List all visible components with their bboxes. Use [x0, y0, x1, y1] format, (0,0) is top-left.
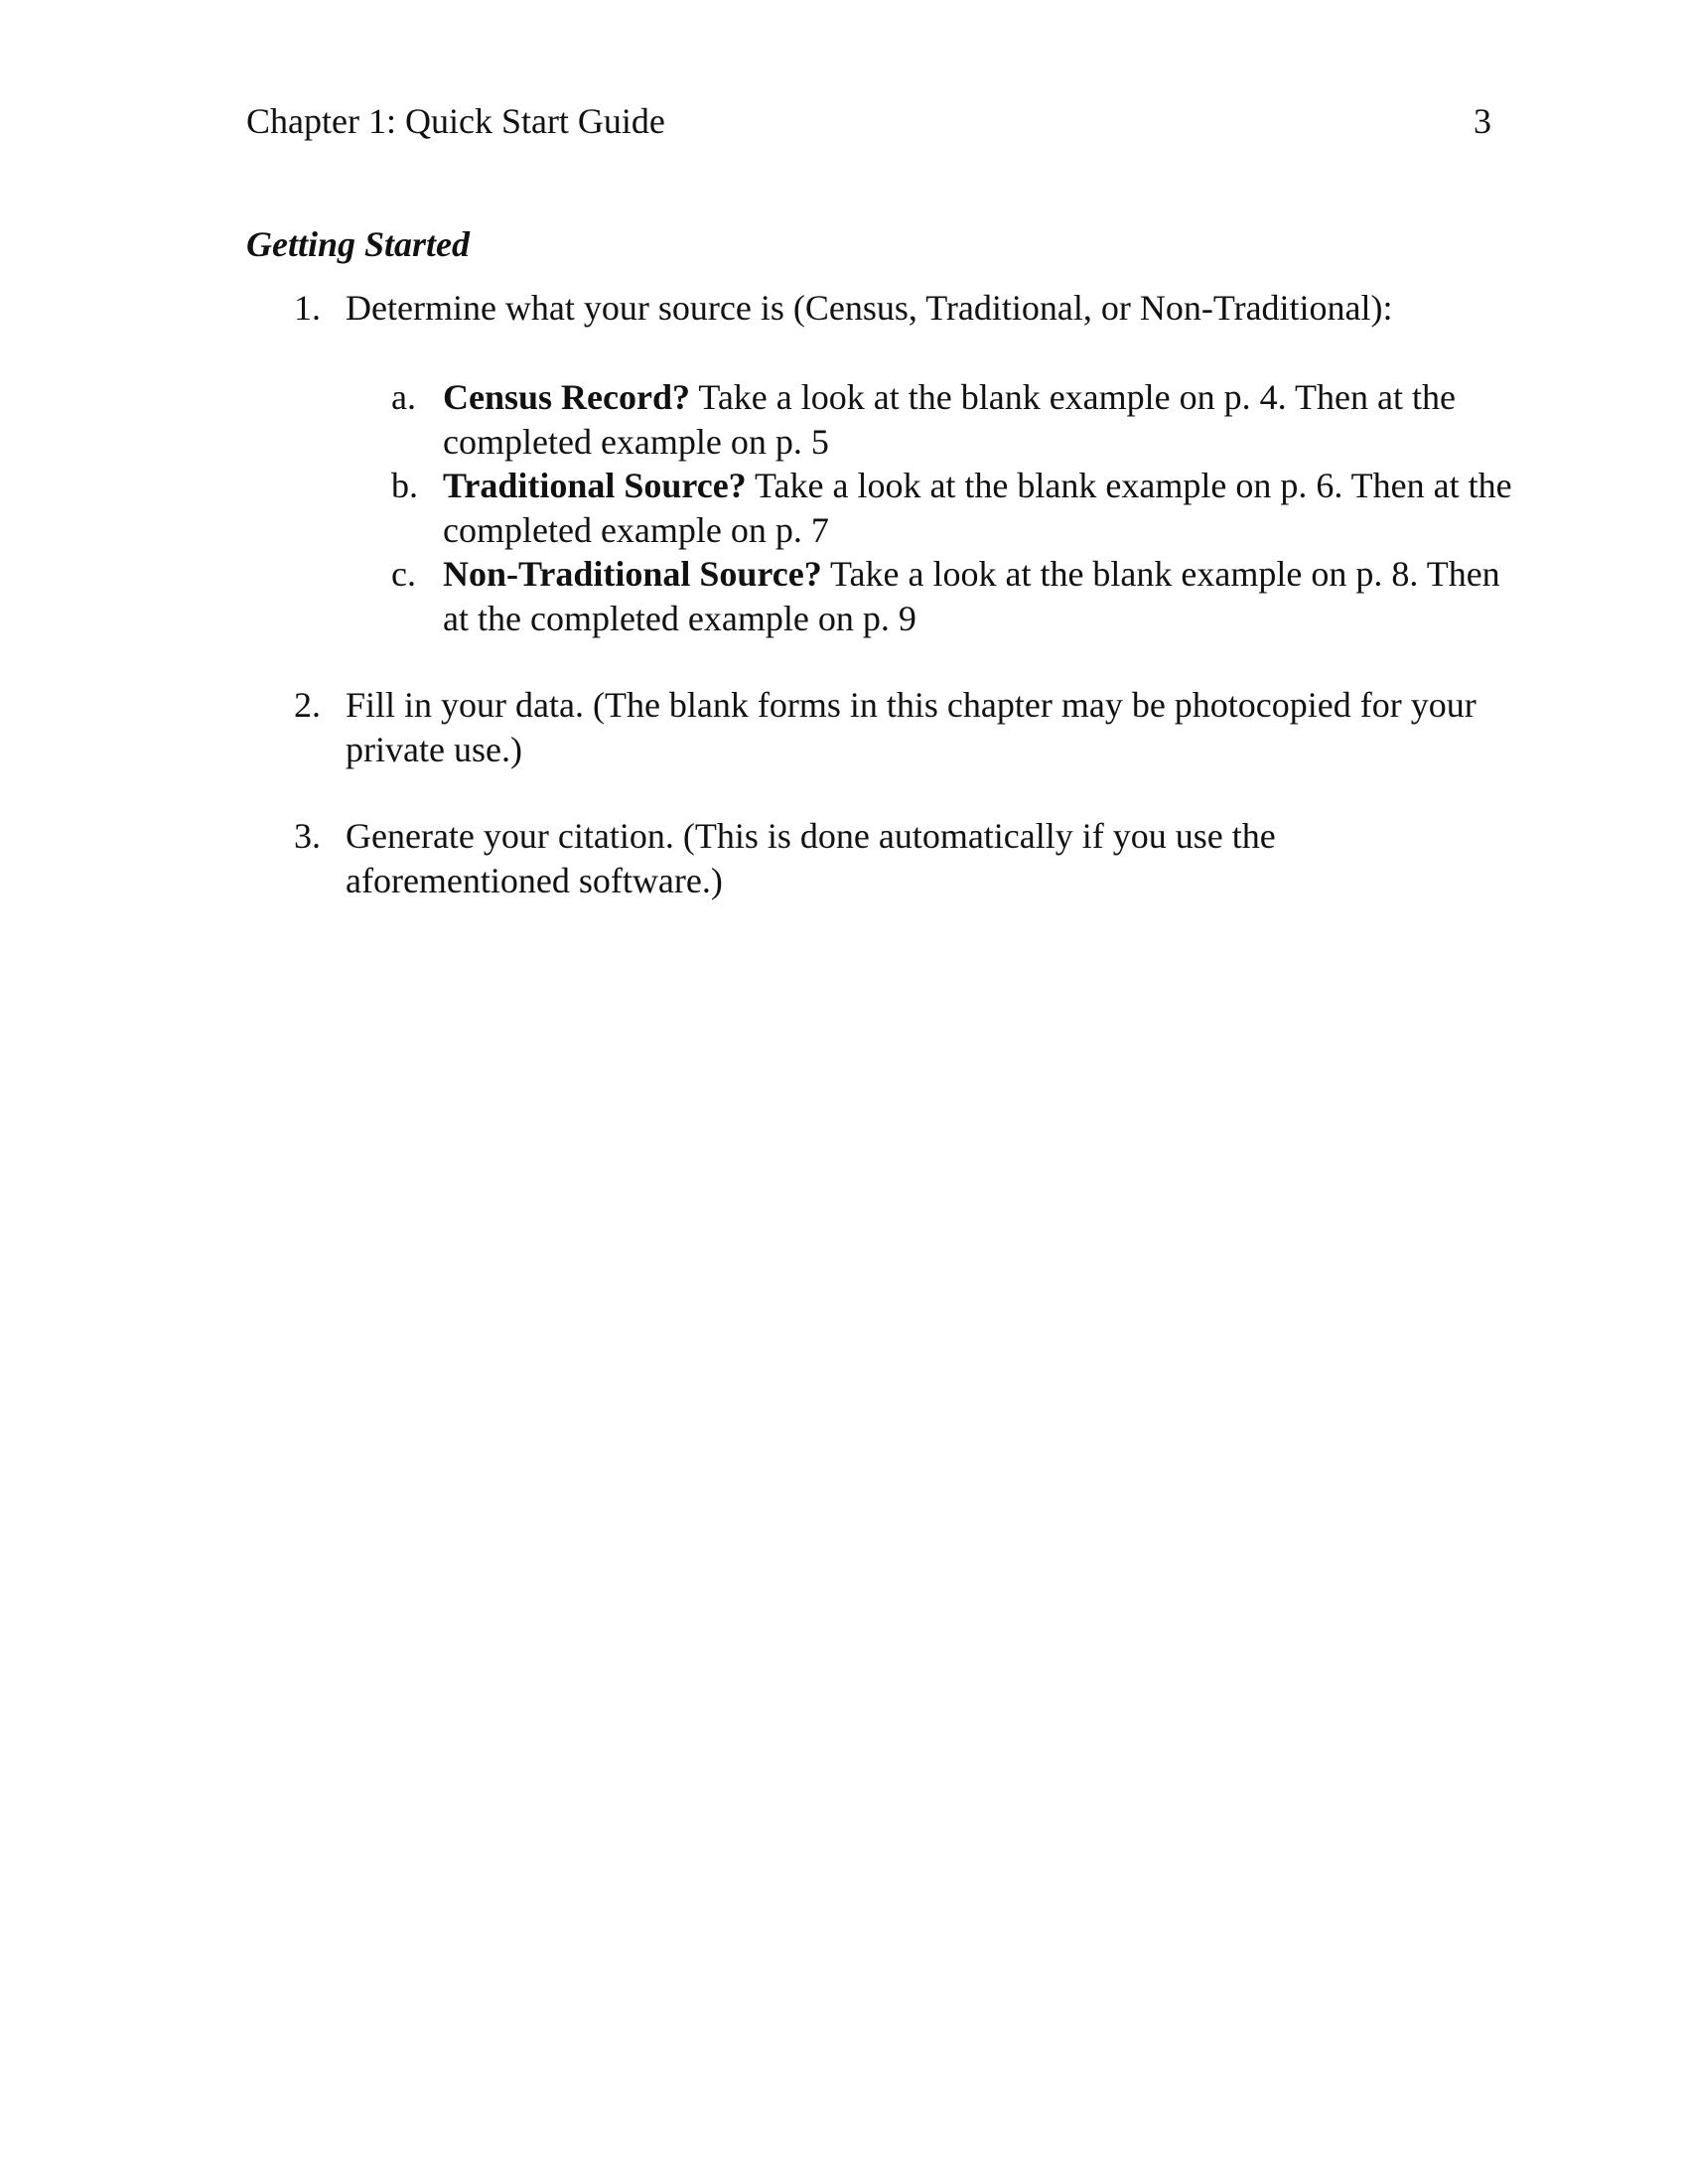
substep-c-marker: c.: [391, 554, 416, 594]
step-1-text: Determine what your source is (Census, Traditional, or Non-Traditional):: [346, 288, 1393, 328]
section-heading: Getting Started: [246, 224, 471, 264]
list-item-step-2: [294, 683, 1505, 771]
substep-b-marker: b.: [391, 466, 418, 505]
substep-c-body: [443, 552, 1513, 640]
substep-a-body: [443, 375, 1513, 464]
substep-a-lead: Census Record?: [443, 377, 690, 417]
substep-b-lead: Traditional Source?: [443, 466, 747, 505]
list-item-step-3: [294, 814, 1505, 902]
substep-c-lead: Non-Traditional Source?: [443, 554, 822, 594]
substep-c-text: Take a look at the blank example on p. 8. Then at the completed example on p. 9: [443, 554, 1500, 638]
running-head: Chapter 1: Quick Start Guide: [246, 101, 665, 141]
step-3-text: Generate your citation. (This is done automatically if you use the aforementioned software.): [346, 816, 1276, 900]
list-item-step-1: [294, 286, 1505, 331]
step-2-marker: 2.: [294, 685, 321, 725]
step-2-text: Fill in your data. (The blank forms in this chapter may be photocopied for your private use.): [346, 685, 1477, 769]
substep-a-marker: a.: [391, 377, 416, 417]
substep-a-text: Take a look at the blank example on p. 4. Then at the completed example on p. 5: [443, 377, 1456, 462]
list-item-substep-b: [391, 464, 1513, 552]
substep-b-body: [443, 464, 1513, 552]
list-item-substep-a: [391, 375, 1513, 464]
substep-b-text: Take a look at the blank example on p. 6. Then at the completed example on p. 7: [443, 466, 1512, 550]
step-3-marker: 3.: [294, 816, 321, 856]
page-number: 3: [1474, 101, 1491, 141]
list-item-substep-c: [391, 552, 1513, 640]
step-1-marker: 1.: [294, 288, 321, 328]
